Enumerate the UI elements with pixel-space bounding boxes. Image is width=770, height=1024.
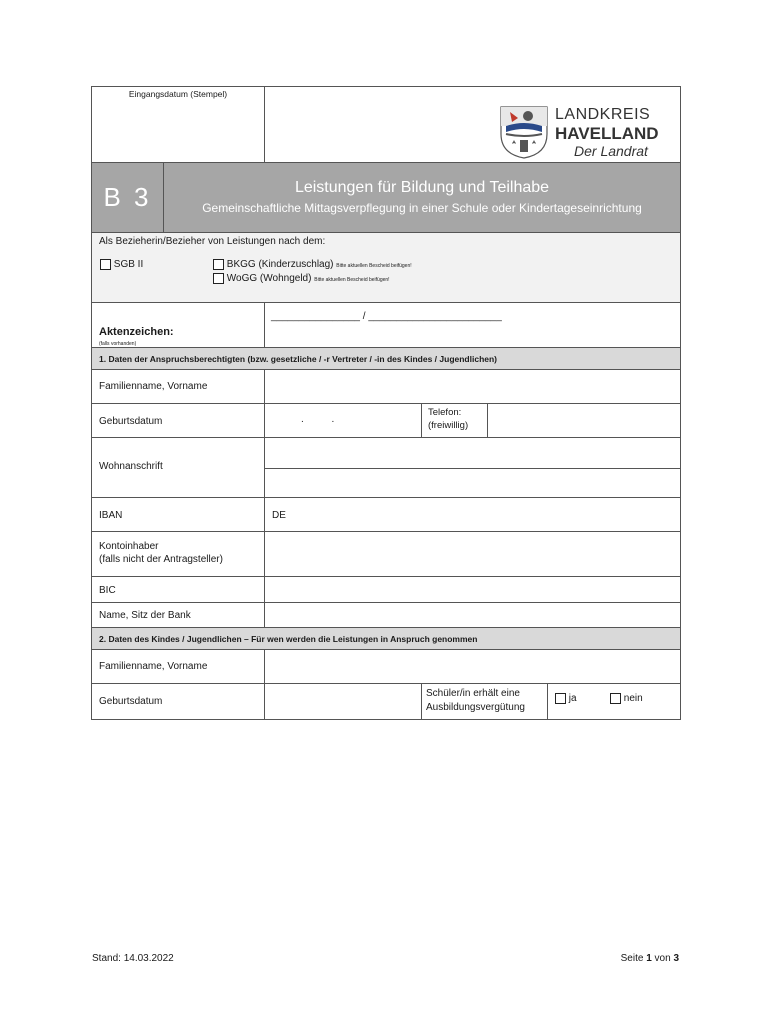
s1-iban-row — [92, 498, 680, 532]
section1-heading-row — [92, 348, 680, 370]
s2-name-label: Familienname, Vorname — [99, 661, 208, 672]
no-checkbox[interactable] — [610, 693, 621, 704]
logo-line2: HAVELLAND — [555, 124, 659, 143]
option-sgb[interactable] — [100, 259, 143, 270]
aktenzeichen-field[interactable] — [264, 303, 680, 347]
s1-bank-label: Name, Sitz der Bank — [99, 610, 191, 621]
s2-name-label-cell — [92, 650, 264, 683]
benefit-section — [92, 233, 680, 303]
s1-bank-field[interactable] — [264, 603, 680, 627]
s2-training-label2: Ausbildungsvergütung — [426, 702, 525, 713]
s1-name-label-cell — [92, 370, 264, 403]
option-no[interactable] — [610, 693, 643, 704]
no-label: nein — [623, 693, 643, 705]
form-title: Leistungen für Bildung und Teilhabe — [294, 179, 550, 196]
s1-bic-field[interactable] — [264, 577, 680, 602]
stamp-label: Eingangsdatum (Stempel) — [128, 89, 228, 99]
yes-checkbox[interactable] — [555, 693, 566, 704]
s2-name-field[interactable] — [264, 650, 680, 683]
aktenzeichen-blank: ________________ / ________________________ — [271, 311, 502, 322]
wogg-note: Bitte aktuellen Bescheid beifügen! — [314, 277, 390, 284]
s1-iban-value: DE — [272, 510, 286, 521]
s1-iban-label: IBAN — [99, 510, 123, 521]
wogg-label: WoGG (Wohngeld) — [226, 273, 312, 285]
page-total: 3 — [673, 953, 679, 964]
s2-birth-row — [92, 684, 680, 720]
header-row — [92, 87, 680, 163]
page-prefix: Seite — [620, 953, 647, 964]
s2-training-label-cell — [421, 684, 547, 719]
footer-page-number — [621, 953, 679, 964]
option-wogg[interactable] — [213, 273, 390, 284]
logo-line3: Der Landrat — [574, 143, 648, 159]
s1-birth-field[interactable] — [264, 404, 421, 437]
option-yes[interactable] — [555, 693, 577, 704]
s1-bic-row — [92, 577, 680, 603]
application-form — [91, 86, 681, 720]
s1-phone-label1: Telefon: — [428, 407, 462, 418]
form-subtitle: Gemeinschaftliche Mittagsverpflegung in einer Schule oder Kindertageseinrichtung — [202, 201, 642, 215]
s1-birth-value: . . — [301, 414, 335, 425]
stamp-box[interactable] — [92, 87, 264, 162]
s1-name-field[interactable] — [264, 370, 680, 403]
s1-holder-label2: (falls nicht der Antragsteller) — [99, 554, 223, 565]
benefit-intro: Als Bezieherin/Bezieher von Leistungen nach dem: — [99, 236, 326, 247]
form-code: B 3 — [103, 182, 152, 212]
bkgg-checkbox[interactable] — [213, 259, 224, 270]
s1-address-line2[interactable] — [265, 469, 680, 497]
form-title-box — [163, 163, 680, 232]
coat-of-arms-icon — [498, 104, 550, 160]
s1-address-label-cell — [92, 438, 264, 497]
yes-label: ja — [568, 693, 577, 705]
s2-birth-label-cell — [92, 684, 264, 719]
s1-birth-row — [92, 404, 680, 438]
wogg-checkbox[interactable] — [213, 273, 224, 284]
form-code-box — [92, 163, 163, 232]
bkgg-label: BKGG (Kinderzuschlag) — [226, 259, 334, 271]
logo-line1: LANDKREIS — [555, 106, 651, 123]
sgb-checkbox[interactable] — [100, 259, 111, 270]
s1-address-fields — [264, 438, 680, 497]
s1-birth-label-cell — [92, 404, 264, 437]
s1-bic-label-cell — [92, 577, 264, 602]
s1-bank-label-cell — [92, 603, 264, 627]
option-bkgg[interactable] — [213, 259, 412, 270]
page-current: 1 — [646, 953, 652, 964]
aktenzeichen-note: (falls vorhanden) — [99, 341, 137, 347]
footer-stand: Stand: 14.03.2022 — [92, 953, 174, 964]
logo-area — [264, 87, 680, 162]
s1-bic-label: BIC — [99, 585, 116, 596]
s1-name-label: Familienname, Vorname — [99, 381, 208, 392]
s1-phone-label-cell — [421, 404, 487, 437]
s1-name-row — [92, 370, 680, 404]
s1-holder-row — [92, 532, 680, 577]
s1-birth-label: Geburtsdatum — [99, 416, 163, 427]
section2-heading: 2. Daten des Kindes / Jugendlichen – Für wen werden die Leistungen in Anspruch genommen — [99, 634, 478, 644]
s2-birth-field[interactable] — [264, 684, 421, 719]
s1-address-row — [92, 438, 680, 498]
aktenzeichen-label: Aktenzeichen: — [99, 326, 174, 338]
s1-address-line1[interactable] — [265, 438, 680, 469]
s2-birth-label: Geburtsdatum — [99, 696, 163, 707]
s1-iban-label-cell — [92, 498, 264, 531]
aktenzeichen-label-cell — [92, 303, 264, 347]
title-band — [92, 163, 680, 233]
s2-training-label1: Schüler/in erhält eine — [426, 688, 520, 699]
aktenzeichen-row — [92, 303, 680, 348]
s1-holder-label1: Kontoinhaber — [99, 541, 159, 552]
page-mid: von — [651, 953, 674, 964]
sgb-label: SGB II — [113, 259, 144, 271]
s1-phone-field[interactable] — [487, 404, 680, 437]
s2-name-row — [92, 650, 680, 684]
s1-holder-label-cell — [92, 532, 264, 576]
bkgg-note: Bitte aktuellen Bescheid beifügen! — [336, 263, 412, 270]
section1-heading: 1. Daten der Anspruchsberechtigten (bzw. gesetzliche / -r Vertreter / -in des Kindes / Jugendlichen) — [99, 354, 498, 364]
section2-heading-row — [92, 628, 680, 650]
s1-phone-label2: (freiwillig) — [428, 420, 469, 431]
s1-bank-row — [92, 603, 680, 628]
s1-iban-field[interactable] — [264, 498, 680, 531]
s2-training-options — [547, 684, 680, 719]
s1-holder-field[interactable] — [264, 532, 680, 576]
s1-address-label: Wohnanschrift — [99, 461, 163, 472]
